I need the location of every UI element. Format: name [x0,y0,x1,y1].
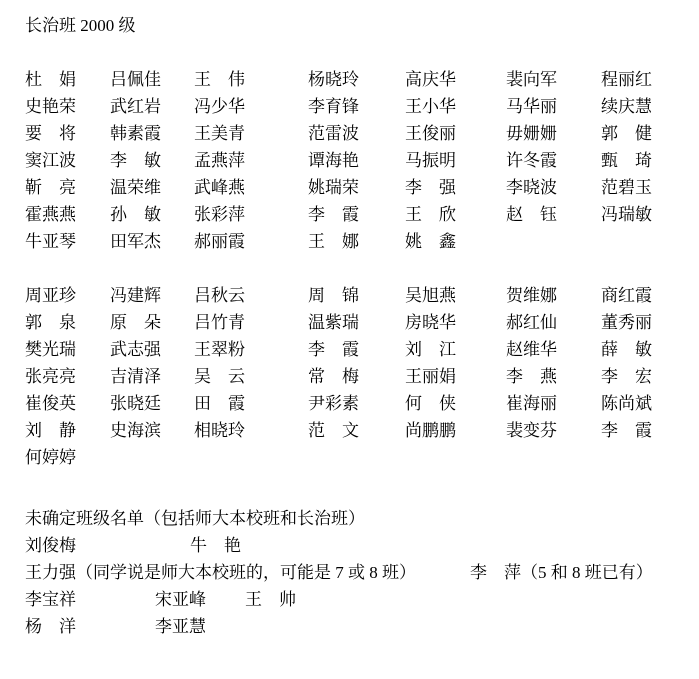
name-cell: 靳 亮 [25,178,76,197]
roster-row [25,336,699,363]
name-cell: 王俊丽 [405,124,456,143]
name-cell: 张晓廷 [110,394,161,413]
name-cell: 李晓波 [506,178,557,197]
roster-block-1 [25,66,699,255]
name-cell: 李 燕 [506,367,557,386]
name-cell: 李亚慧 [155,617,206,636]
name-cell: 何婷婷 [25,448,76,467]
name-cell: 冯少华 [194,97,245,116]
roster-row [25,93,699,120]
name-cell: 相晓玲 [194,421,245,440]
name-cell: 李 敏 [110,151,161,170]
roster-block-2 [25,282,699,471]
name-cell: 刘俊梅 [25,536,76,555]
name-cell: 尹彩素 [308,394,359,413]
name-cell: 王小华 [405,97,456,116]
name-cell: 杜 娟 [25,70,76,89]
name-cell: 吴旭燕 [405,286,456,305]
name-cell: 程丽红 [601,70,652,89]
name-cell: 赵维华 [506,340,557,359]
name-cell: 董秀丽 [601,313,652,332]
name-cell: 周 锦 [308,286,359,305]
name-cell: 刘 静 [25,421,76,440]
unassigned-line [25,586,699,613]
roster-row [25,444,699,471]
roster-row [25,282,699,309]
name-cell: 温荣维 [110,178,161,197]
roster-row [25,120,699,147]
name-cell: 杨 洋 [25,617,76,636]
name-cell: 冯建辉 [110,286,161,305]
name-cell: 甄 琦 [601,151,652,170]
name-cell: 郭 健 [601,124,652,143]
name-cell: 王美青 [194,124,245,143]
unassigned-section [25,505,699,640]
name-cell: 武志强 [110,340,161,359]
name-cell: 毋姗姗 [506,124,557,143]
name-cell: 陈尚斌 [601,394,652,413]
name-cell: 史海滨 [110,421,161,440]
name-cell: 房晓华 [405,313,456,332]
name-cell: 牛 艳 [190,536,241,555]
name-cell: 续庆慧 [601,97,652,116]
name-cell: 孙 敏 [110,205,161,224]
name-cell: 孟燕萍 [194,151,245,170]
name-cell: 裴向军 [506,70,557,89]
name-cell: 王 伟 [194,70,245,89]
name-cell: 李宝祥 [25,590,76,609]
name-cell: 田 霞 [194,394,245,413]
roster-row [25,201,699,228]
name-cell: 王 娜 [308,232,359,251]
name-cell: 王力强（同学说是师大本校班的，可能是 7 或 8 班） [25,563,416,582]
name-cell: 杨晓玲 [308,70,359,89]
name-cell: 田军杰 [110,232,161,251]
name-cell: 姚瑞荣 [308,178,359,197]
name-cell: 霍燕燕 [25,205,76,224]
roster-row [25,66,699,93]
name-cell: 李育锋 [308,97,359,116]
name-cell: 马振明 [405,151,456,170]
roster-row [25,147,699,174]
name-cell: 史艳荣 [25,97,76,116]
name-cell: 王 欣 [405,205,456,224]
name-cell: 尚鹏鹏 [405,421,456,440]
document-title: 长治班 2000 级 [25,16,136,35]
name-cell: 吉清泽 [110,367,161,386]
name-cell: 王 帅 [245,590,296,609]
name-cell: 崔俊英 [25,394,76,413]
name-cell: 窦江波 [25,151,76,170]
name-cell: 许冬霞 [506,151,557,170]
name-cell: 裴变芬 [506,421,557,440]
unassigned-line [25,559,699,586]
name-cell: 李 霞 [308,205,359,224]
name-cell: 武红岩 [110,97,161,116]
name-cell: 周亚珍 [25,286,76,305]
name-cell: 李 宏 [601,367,652,386]
name-cell: 王丽娟 [405,367,456,386]
name-cell: 吴 云 [194,367,245,386]
name-cell: 李 霞 [601,421,652,440]
roster-row [25,417,699,444]
name-cell: 吕秋云 [194,286,245,305]
name-cell: 李 霞 [308,340,359,359]
name-cell: 李 萍（5 和 8 班已有） [470,563,653,582]
name-cell: 樊光瑞 [25,340,76,359]
name-cell: 韩素霞 [110,124,161,143]
name-cell: 原 朵 [110,313,161,332]
name-cell: 贺维娜 [506,286,557,305]
name-cell: 马华丽 [506,97,557,116]
name-cell: 范碧玉 [601,178,652,197]
name-cell: 牛亚琴 [25,232,76,251]
name-cell: 冯瑞敏 [601,205,652,224]
name-cell: 何 侠 [405,394,456,413]
name-cell: 薛 敏 [601,340,652,359]
name-cell: 姚 鑫 [405,232,456,251]
roster-row [25,228,699,255]
name-cell: 武峰燕 [194,178,245,197]
name-cell: 郝丽霞 [194,232,245,251]
name-cell: 赵 钰 [506,205,557,224]
name-cell: 郭 泉 [25,313,76,332]
name-cell: 范 文 [308,421,359,440]
unassigned-line [25,613,699,640]
name-cell: 刘 江 [405,340,456,359]
roster-row [25,390,699,417]
name-cell: 温紫瑞 [308,313,359,332]
roster-row [25,309,699,336]
name-cell: 宋亚峰 [155,590,206,609]
section-heading: 未确定班级名单（包括师大本校班和长治班） [25,509,365,528]
name-cell: 崔海丽 [506,394,557,413]
name-cell: 吕佩佳 [110,70,161,89]
name-cell: 高庆华 [405,70,456,89]
name-cell: 张彩萍 [194,205,245,224]
roster-row [25,174,699,201]
roster-row [25,363,699,390]
name-cell: 常 梅 [308,367,359,386]
name-cell: 郝红仙 [506,313,557,332]
name-cell: 范雷波 [308,124,359,143]
unassigned-line [25,532,699,559]
name-cell: 商红霞 [601,286,652,305]
name-cell: 谭海艳 [308,151,359,170]
name-cell: 王翠粉 [194,340,245,359]
name-cell: 李 强 [405,178,456,197]
name-cell: 张亮亮 [25,367,76,386]
name-cell: 吕竹青 [194,313,245,332]
name-cell: 要 将 [25,124,76,143]
